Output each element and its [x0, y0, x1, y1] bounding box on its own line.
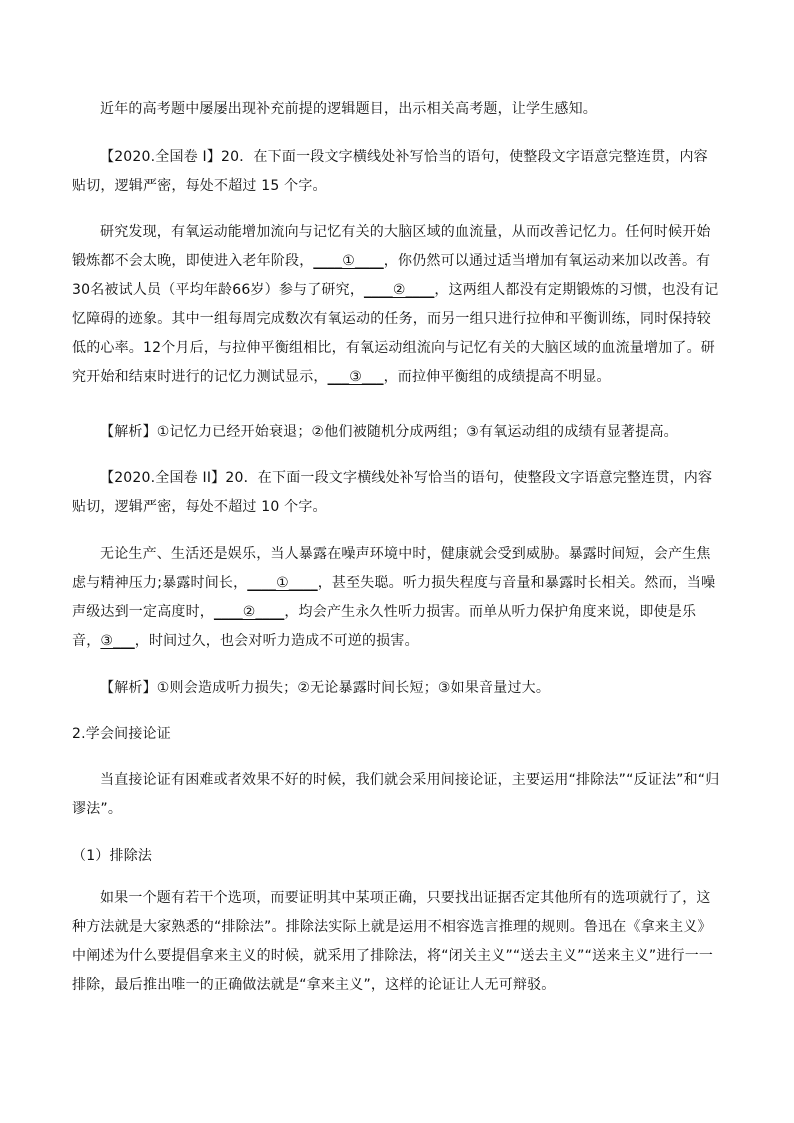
question-2-passage: [72, 540, 722, 656]
q2-passage-part2: ，甚至失聪。听力损失程度与音量和暴露时长相关。然而，当噪声级达到一定高度时，: [72, 575, 716, 620]
q2-passage-part3: ，均会产生永久性听力损害。而单从听力保护角度来说，即使是乐音，: [72, 604, 697, 649]
q1-passage-part1: 研究发现，有氧运动能增加流向与记忆有关的大脑区域的血流量，从而改善记忆力。任何时候开始锻炼都不会太晚，即使进入老年阶段，: [72, 224, 711, 269]
question-1-intro: 【2020.全国卷 I】20．在下面一段文字横线处补写恰当的语句，使整段文字语意完整连贯，内容贴切，逻辑严密，每处不超过 15 个字。: [72, 149, 708, 194]
q1-blank-1: ____①____: [313, 253, 384, 269]
intro-paragraph: 近年的高考题中屡屡出现补充前提的逻辑题目，出示相关高考题，让学生感知。: [100, 101, 597, 117]
q2-blank-3: ③___: [100, 633, 135, 649]
q1-passage-part2: ，你仍然可以通过适当增加有氧运动来加以改善。有30名被试人员（平均年龄66岁）参与了研究，: [72, 253, 711, 298]
q1-blank-3: ___③___: [327, 369, 384, 385]
q1-blank-2: ____②____: [364, 282, 435, 298]
q1-passage-part4: ，而拉伸平衡组的成绩提高不明显。: [383, 369, 611, 385]
q2-blank-2: ____②____: [214, 604, 285, 620]
q2-blank-1: ____①____: [247, 575, 318, 591]
q2-passage-part1: 无论生产、生活还是娱乐，当人暴露在噪声环境中时，健康就会受到威胁。暴露时间短，会产生焦虑与精神压力;暴露时间长，: [72, 546, 711, 591]
exclusion-method-paragraph: 如果一个题有若干个选项，而要证明其中某项正确，只要找出证据否定其他所有的选项就行了，这种方法就是大家熟悉的“排除法”。排除法实际上就是运用不相容选言推理的规则。鲁迅在《拿来主义》中阐述为什么要提倡拿来主义的时候，就采用了排除法，将“闭关主义”“送去主义”“送来主义”进行一一排除，最后推出唯一的正确做法就是“拿来主义”，这样的论证让人无可辩驳。: [72, 890, 714, 993]
question-1-passage: [72, 218, 722, 392]
section-heading-indirect-argument: 2.学会间接论证: [72, 726, 171, 742]
q2-passage-part4: ，时间过久，也会对听力造成不可逆的损害。: [134, 633, 419, 649]
question-2-answer: 【解析】①则会造成听力损失；②无论暴露时间长短；③如果音量过大。: [100, 680, 551, 696]
question-1-answer: 【解析】①记忆力已经开始衰退；②他们被随机分成两组；③有氧运动组的成绩有显著提高。: [100, 424, 678, 440]
question-2-intro: 【2020.全国卷 II】20．在下面一段文字横线处补写恰当的语句，使整段文字语意完整连贯，内容贴切，逻辑严密，每处不超过 10 个字。: [72, 470, 713, 515]
q1-passage-part3: ，这两组人都没有定期锻炼的习惯，也没有记忆障碍的迹象。其中一组每周完成数次有氧运动的任务，而另一组只进行拉伸和平衡训练，同时保持较低的心率。12个月后，与拉伸平衡组相比，有氧运动组流向与记忆有关的大脑区域的血流量增加了。研究开始和结束时进行的记忆力测试显示，: [72, 282, 719, 385]
subheading-exclusion-method: （1）排除法: [72, 848, 153, 864]
indirect-argument-paragraph: 当直接论证有困难或者效果不好的时候，我们就会采用间接论证，主要运用“排除法”“反证法”和“归谬法”。: [72, 772, 720, 817]
